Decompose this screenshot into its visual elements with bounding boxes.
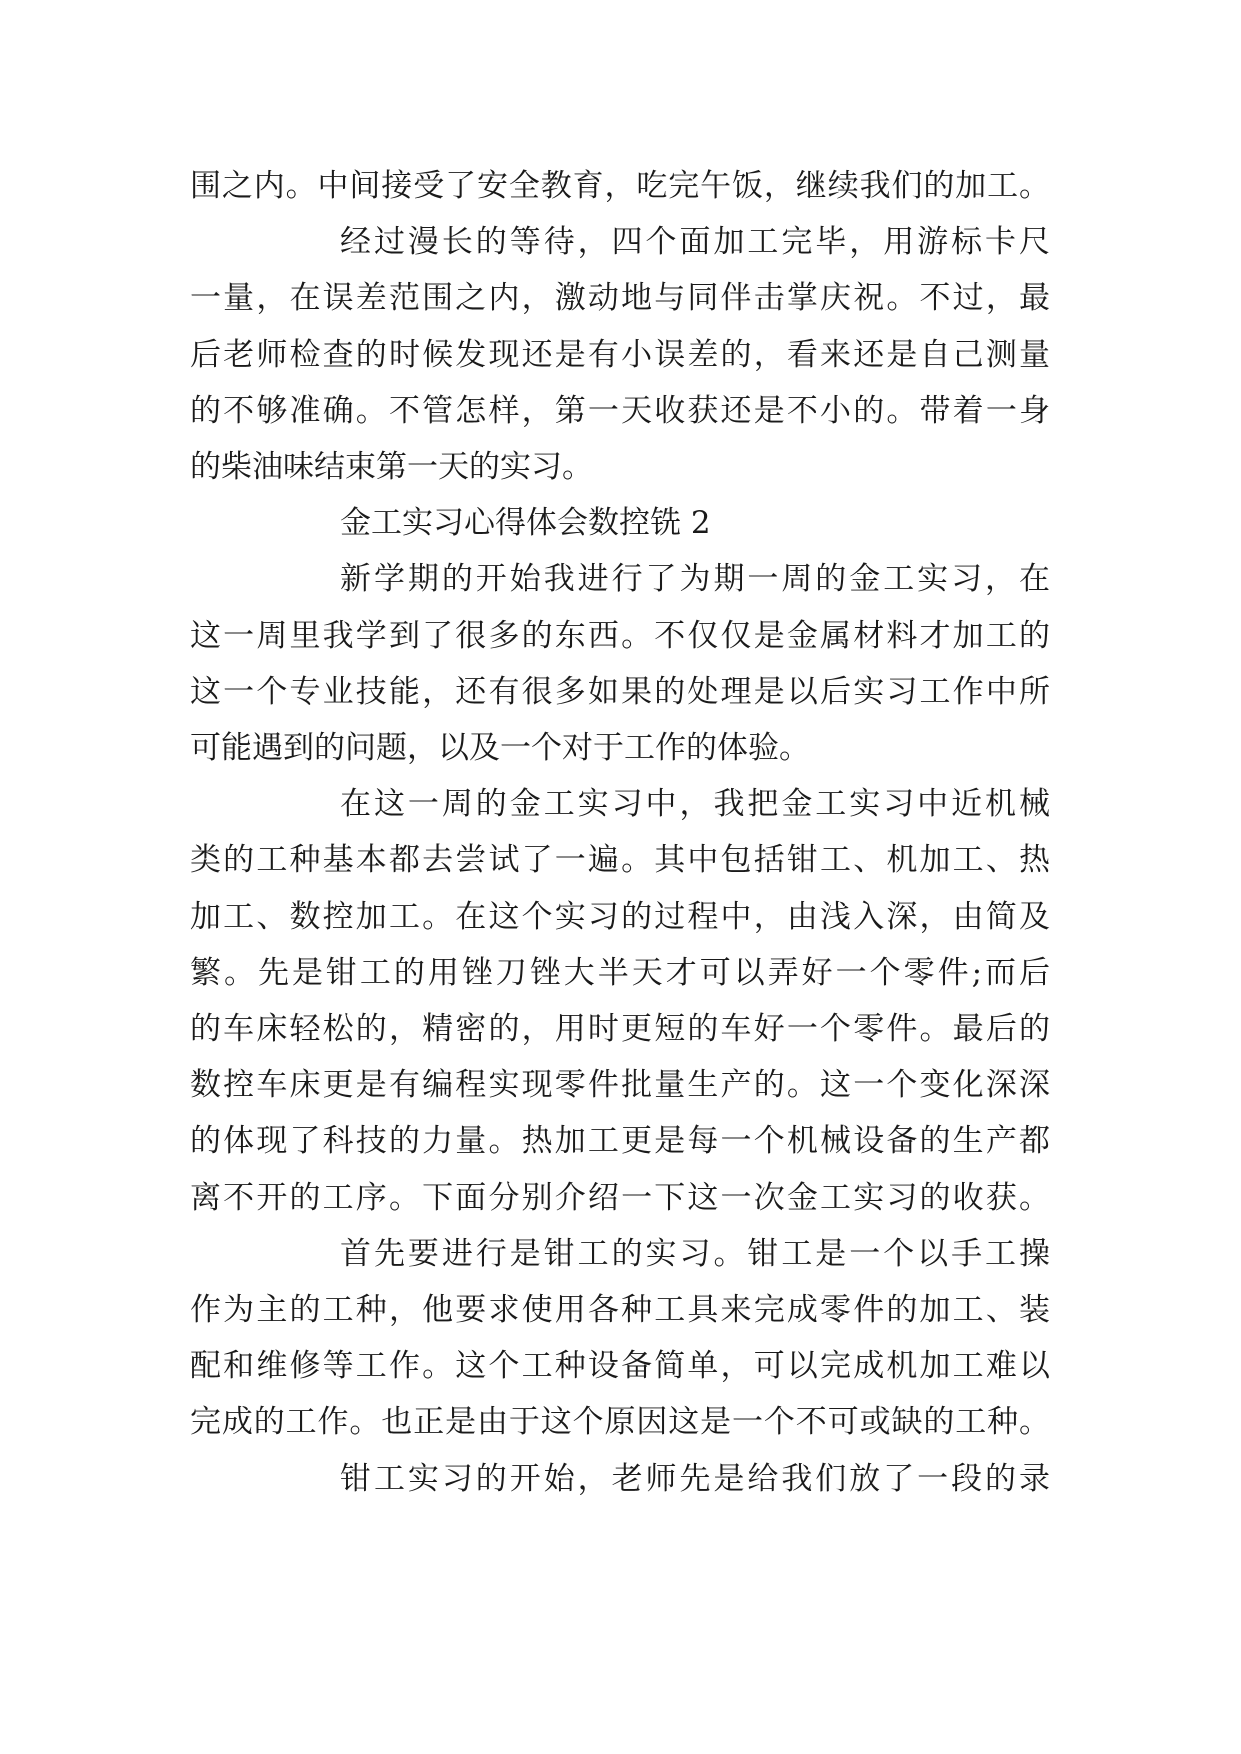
text-line: 可能遇到的问题，以及一个对于工作的体验。	[190, 730, 810, 766]
text-line: 新学期的开始我进行了为期一周的金工实习，在	[340, 561, 1050, 597]
text-line: 的体现了科技的力量。热加工更是每一个机械设备的生产都	[190, 1123, 1050, 1159]
text-line: 离不开的工序。下面分别介绍一下这一次金工实习的收获。	[190, 1180, 1050, 1216]
text-line: 的车床轻松的，精密的，用时更短的车好一个零件。最后的	[190, 1011, 1050, 1047]
text-line: 经过漫长的等待，四个面加工完毕，用游标卡尺	[340, 224, 1050, 260]
text-line: 类的工种基本都去尝试了一遍。其中包括钳工、机加工、热	[190, 842, 1050, 878]
text-line: 的柴油味结束第一天的实习。	[190, 449, 593, 485]
text-line: 完成的工作。也正是由于这个原因这是一个不可或缺的工种。	[190, 1404, 1050, 1440]
text-line: 加工、数控加工。在这个实习的过程中，由浅入深，由简及	[190, 899, 1050, 935]
text-line: 后老师检查的时候发现还是有小误差的，看来还是自己测量	[190, 337, 1050, 373]
text-line: 这一周里我学到了很多的东西。不仅仅是金属材料才加工的	[190, 618, 1050, 654]
text-line: 这一个专业技能，还有很多如果的处理是以后实习工作中所	[190, 674, 1050, 710]
text-line: 配和维修等工作。这个工种设备简单，可以完成机加工难以	[190, 1348, 1050, 1384]
text-line: 一量，在误差范围之内，激动地与同伴击掌庆祝。不过，最	[190, 280, 1050, 316]
text-line: 钳工实习的开始，老师先是给我们放了一段的录	[340, 1461, 1050, 1497]
section-heading: 金工实习心得体会数控铣 2	[340, 505, 711, 541]
text-line: 首先要进行是钳工的实习。钳工是一个以手工操	[340, 1236, 1050, 1272]
text-line: 繁。先是钳工的用锉刀锉大半天才可以弄好一个零件;而后	[190, 955, 1050, 991]
text-line: 作为主的工种，他要求使用各种工具来完成零件的加工、装	[190, 1292, 1050, 1328]
text-line: 数控车床更是有编程实现零件批量生产的。这一个变化深深	[190, 1067, 1050, 1103]
text-line: 在这一周的金工实习中，我把金工实习中近机械	[340, 786, 1050, 822]
text-line: 的不够准确。不管怎样，第一天收获还是不小的。带着一身	[190, 393, 1050, 429]
text-line: 围之内。中间接受了安全教育，吃完午饭，继续我们的加工。	[190, 168, 1050, 204]
